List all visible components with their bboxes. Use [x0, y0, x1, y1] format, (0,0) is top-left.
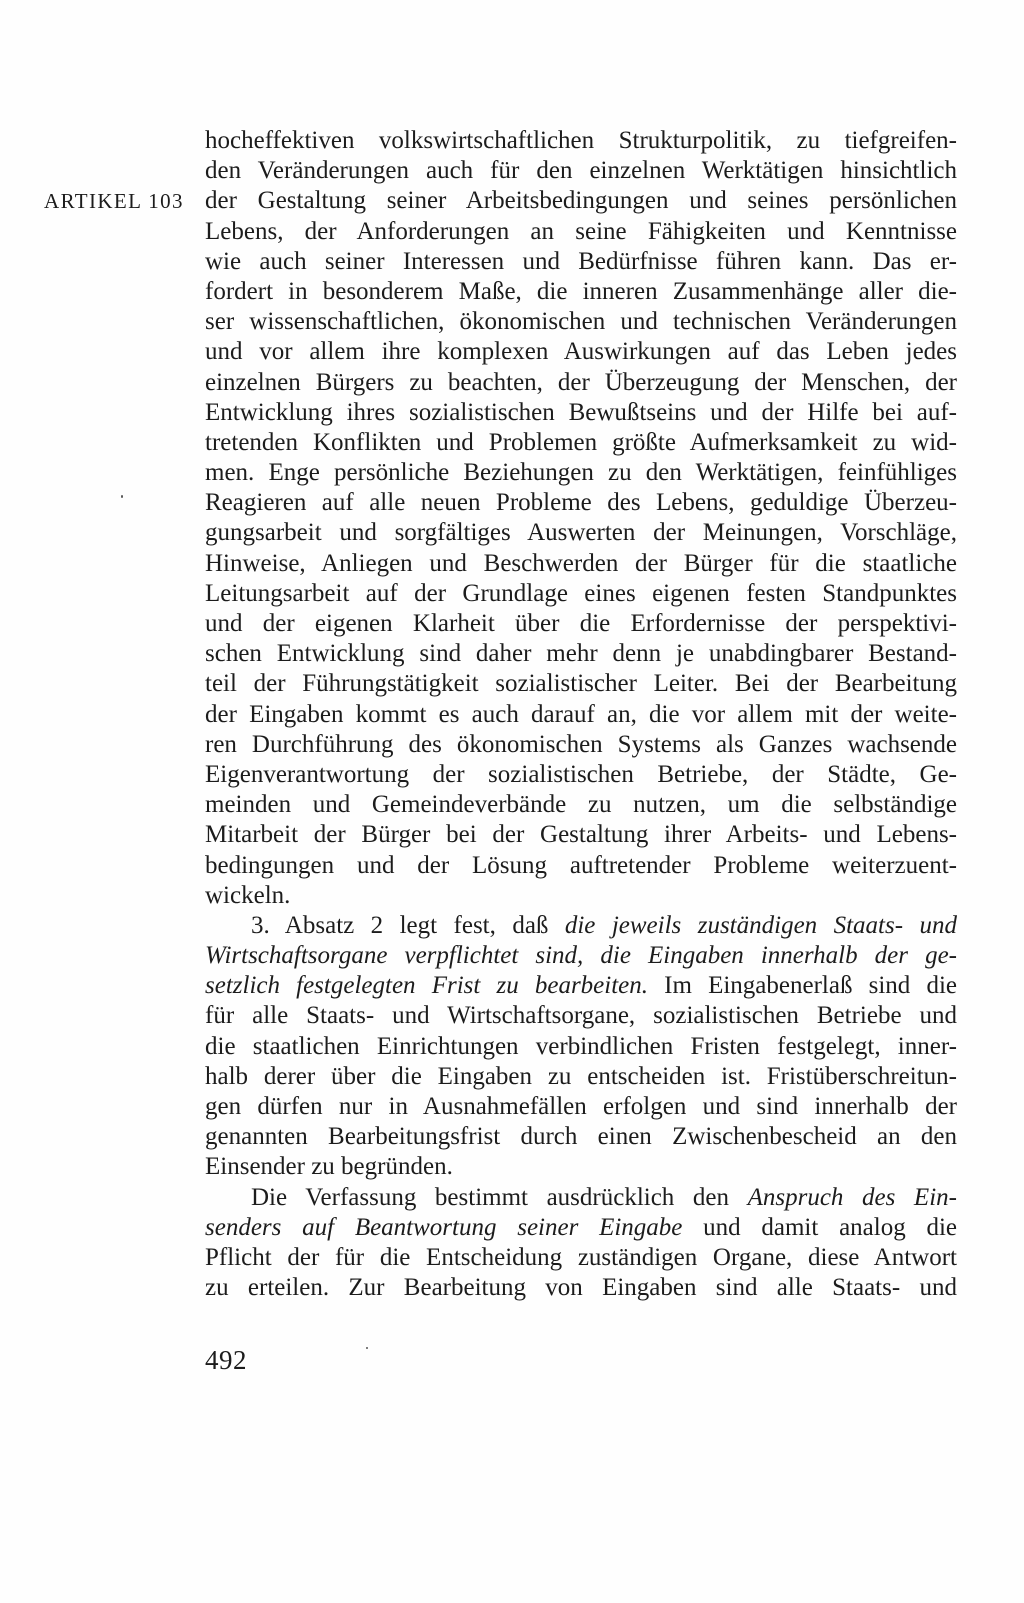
text-line: teil der Führungstätigkeit sozialistischer Leiter. Bei der Bearbeitung — [205, 670, 957, 698]
text-line: Entwicklung ihres sozialistischen Bewußtseins und der Hilfe bei auf- — [205, 398, 957, 426]
text-line: Eigenverantwortung der sozialistischen Betriebe, der Städte, Ge- — [205, 760, 957, 788]
text-line — [205, 971, 957, 1001]
text-line: den Veränderungen auch für den einzelnen Werktätigen hinsichtlich — [205, 157, 957, 185]
text-run: und damit analog die — [682, 1213, 957, 1241]
print-speck — [121, 495, 123, 498]
text-run: 3. Absatz 2 legt fest, daß — [251, 911, 565, 939]
text-line: ser wissenschaftlichen, ökonomischen und technischen Veränderungen — [205, 308, 957, 336]
text-line: gungsarbeit und sorgfältiges Auswerten der Meinungen, Vorschläge, — [205, 519, 957, 547]
text-line: zu erteilen. Zur Bearbeitung von Eingaben sind alle Staats- und — [205, 1274, 957, 1302]
text-line: der Eingaben kommt es auch darauf an, die vor allem mit der weite- — [205, 700, 957, 728]
text-line: genannten Bearbeitungsfrist durch einen Zwischenbescheid an den — [205, 1123, 957, 1151]
text-line — [205, 1213, 957, 1243]
text-line: meinden und Gemeindeverbände zu nutzen, um die selbständige — [205, 791, 957, 819]
text-line: wickeln. — [205, 881, 291, 909]
article-margin-note: ARTIKEL 103 — [44, 189, 184, 213]
text-line: Reagieren auf alle neuen Probleme des Lebens, geduldige Überzeu- — [205, 489, 957, 517]
emphasis-run: Anspruch des Ein- — [747, 1183, 957, 1211]
page-number: 492 — [205, 1345, 247, 1375]
text-line: Einsender zu begründen. — [205, 1153, 453, 1181]
text-line — [205, 941, 957, 971]
text-line: halb derer über die Eingaben zu entscheiden ist. Fristüberschreitun- — [205, 1062, 957, 1090]
text-line: Mitarbeit der Bürger bei der Gestaltung ihrer Arbeits- und Lebens- — [205, 821, 957, 849]
body-text — [205, 126, 957, 1303]
text-line: Pflicht der für die Entscheidung zuständigen Organe, diese Antwort — [205, 1243, 957, 1271]
text-line: Hinweise, Anliegen und Beschwerden der Bürger für die staatliche — [205, 549, 957, 577]
text-line: Leitungsarbeit auf der Grundlage eines eigenen festen Standpunktes — [205, 579, 957, 607]
emphasis-run: senders auf Beantwortung seiner Eingabe — [205, 1213, 683, 1241]
text-line: die staatlichen Einrichtungen verbindlichen Fristen festgelegt, inner- — [205, 1032, 957, 1060]
text-run: Die Verfassung bestimmt ausdrücklich den — [251, 1183, 748, 1211]
text-line — [205, 911, 957, 941]
text-line: hocheffektiven volkswirtschaftlichen Strukturpolitik, zu tiefgreifen- — [205, 127, 957, 154]
text-line: wie auch seiner Interessen und Bedürfnisse führen kann. Das er- — [205, 247, 957, 275]
text-line: und vor allem ihre komplexen Auswirkungen auf das Leben jedes — [205, 338, 957, 366]
text-line: für alle Staats- und Wirtschaftsorgane, sozialistischen Betriebe und — [205, 1002, 957, 1030]
text-line: einzelnen Bürgers zu beachten, der Überzeugung der Menschen, der — [205, 368, 957, 396]
print-speck — [366, 1347, 368, 1349]
text-line: ren Durchführung des ökonomischen Systems als Ganzes wachsende — [205, 730, 957, 758]
text-line: fordert in besonderem Maße, die inneren Zusammenhänge aller die- — [205, 277, 957, 305]
text-line: gen dürfen nur in Ausnahmefällen erfolgen und sind innerhalb der — [205, 1093, 957, 1120]
emphasis-run: die jeweils zuständigen Staats- und — [564, 911, 957, 939]
text-line: Lebens, der Anforderungen an seine Fähigkeiten und Kenntnisse — [205, 217, 957, 245]
emphasis-run: Wirtschaftsorgane verpflichtet sind, die Eingaben innerhalb der ge- — [205, 942, 957, 970]
text-line: und der eigenen Klarheit über die Erfordernisse der perspektivi- — [205, 610, 957, 637]
emphasis-run: setzlich festgelegten Frist zu bearbeiten. — [205, 972, 649, 1000]
text-line: schen Entwicklung sind daher mehr denn je unabdingbarer Bestand- — [205, 640, 957, 668]
text-line — [205, 1183, 957, 1213]
text-line: men. Enge persönliche Beziehungen zu den Werktätigen, feinfühliges — [205, 459, 957, 487]
text-line: bedingungen und der Lösung auftretender Probleme weiterzuent- — [205, 851, 957, 879]
text-line: der Gestaltung seiner Arbeitsbedingungen und seines persönlichen — [205, 187, 957, 215]
text-run: Im Eingabenerlaß sind die — [648, 972, 957, 1000]
text-line: tretenden Konflikten und Problemen größte Aufmerksamkeit zu wid- — [205, 428, 957, 456]
